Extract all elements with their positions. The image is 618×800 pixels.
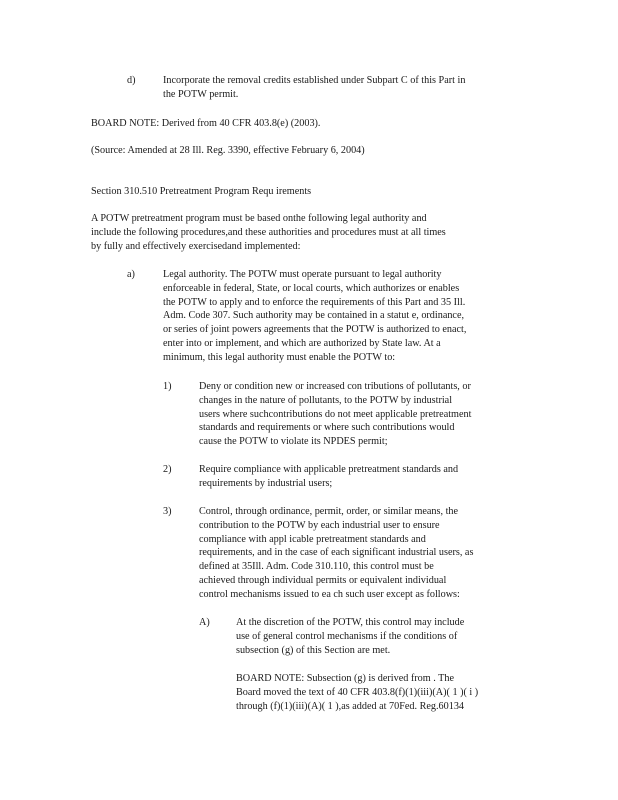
text-line: requirements by industrial users; [199, 477, 333, 489]
item-A-text [236, 616, 464, 657]
section-heading [91, 185, 311, 199]
text-line: Section 310.510 Pretreatment Program Requ irements [91, 186, 312, 197]
text-line: Control, through ordinance, permit, order, or similar means, the [199, 506, 459, 517]
text-line: Deny or condition new or increased con tributions of pollutants, or [199, 381, 471, 392]
intro-paragraph [91, 212, 446, 253]
text-line: compliance with appl icable pretreatment standards and [199, 533, 426, 545]
text-line: BOARD NOTE: Subsection (g) is derived from . The [236, 673, 454, 684]
item-1-label: 1) [163, 381, 172, 392]
item-3-text [199, 505, 473, 602]
text-line: control mechanisms issued to ea ch such user except as follows: [199, 588, 460, 600]
source-note [91, 144, 365, 158]
board-note-derived [91, 117, 320, 131]
text-line: contribution to the POTW by each industrial user to ensure [199, 519, 440, 531]
item-1-text [199, 380, 471, 449]
text-line: A POTW pretreatment program must be based onthe following legal authority and [91, 213, 427, 224]
text-line: Legal authority. The POTW must operate pursuant to legal authority [163, 269, 442, 280]
text-line: (Source: Amended at 28 Ill. Reg. 3390, effective February 6, 2004) [91, 145, 365, 156]
text-line: Adm. Code 307. Such authority may be contained in a statut e, ordinance, [163, 310, 465, 322]
text-line: use of general control mechanisms if the conditions of [236, 630, 458, 642]
text-line: enter into or implement, and which are authorized by State law. At a [163, 337, 441, 349]
text-line: include the following procedures,and these authorities and procedures must at all times [91, 226, 446, 238]
item-A-label: A) [199, 617, 210, 628]
text-line: changes in the nature of pollutants, to the POTW by industrial [199, 394, 453, 406]
text-line: Board moved the text of 40 CFR 403.8(f)(1)(iii)(A)( 1 )( i ) [236, 686, 479, 698]
item-d-text [163, 74, 465, 102]
text-line: cause the POTW to violate its NPDES permit; [199, 436, 388, 448]
item-2-label: 2) [163, 464, 172, 475]
item-2-text [199, 463, 458, 491]
text-line: requirements, and in the case of each significant industrial users, as [199, 547, 474, 559]
text-line: through (f)(1)(iii)(A)( 1 ),as added at 70Fed. Reg.60134 [236, 700, 465, 712]
item-d-label: d) [127, 75, 136, 86]
text-line: by fully and effectively exercisedand implemented: [91, 240, 301, 252]
text-line: BOARD NOTE: Derived from 40 CFR 403.8(e) (2003). [91, 118, 321, 129]
text-line: users where suchcontributions do not meet applicable pretreatment [199, 408, 472, 420]
item-a-text [163, 268, 466, 365]
text-line: At the discretion of the POTW, this control may include [236, 617, 465, 628]
text-line: or series of joint powers agreements that the POTW is authorized to enact, [163, 324, 467, 336]
item-3-label: 3) [163, 506, 172, 517]
text-line: minimum, this legal authority must enable the POTW to: [163, 351, 396, 363]
text-line: Incorporate the removal credits established under Subpart C of this Part in [163, 75, 466, 86]
text-line: the POTW permit. [163, 88, 239, 100]
board-note-subsection [236, 672, 478, 713]
text-line: standards and requirements or where such contributions would [199, 422, 455, 434]
text-line: enforceable in federal, State, or local courts, which authorizes or enables [163, 282, 460, 294]
text-line: subsection (g) of this Section are met. [236, 644, 391, 656]
text-line: defined at 35Ill. Adm. Code 310.110, this control must be [199, 561, 434, 573]
text-line: achieved through individual permits or equivalent individual [199, 574, 447, 586]
item-a-label: a) [127, 269, 135, 280]
text-line: Require compliance with applicable pretreatment standards and [199, 464, 459, 475]
text-line: the POTW to apply and to enforce the requirements of this Part and 35 Ill. [163, 296, 466, 308]
